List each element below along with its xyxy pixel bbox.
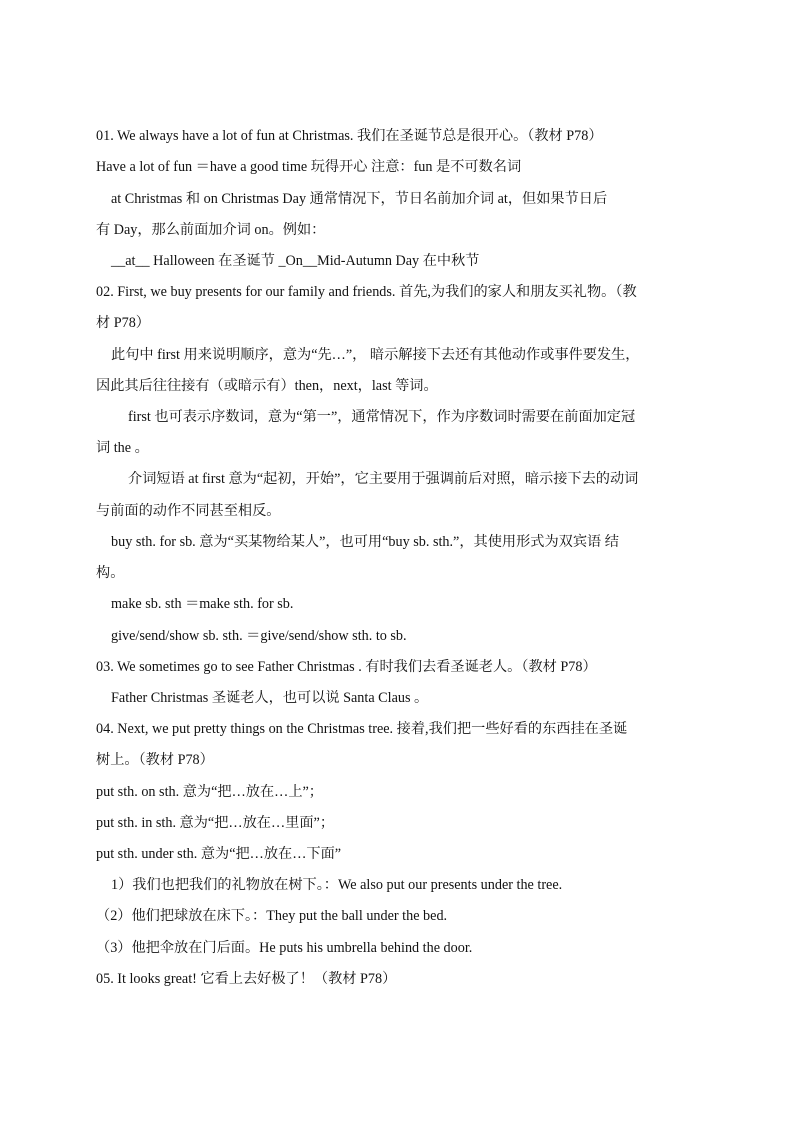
text-line-28: 05. It looks great! 它看上去好极了！（教材 P78） — [96, 971, 397, 987]
text-line-15: 构。 — [96, 565, 125, 581]
text-line-23: put sth. in sth. 意为“把…放在…里面”； — [96, 815, 335, 831]
text-line-16: make sb. sth ＝make sth. for sb. — [111, 596, 294, 612]
text-line-25: 1）我们也把我们的礼物放在树下。：We also put our presents under the tree. — [111, 877, 563, 893]
text-line-07: 材 P78） — [96, 315, 150, 331]
text-line-09: 因此其后往往接有（或暗示有）then，next，last 等词。 — [96, 378, 438, 394]
text-line-03: at Christmas 和 on Christmas Day 通常情况下，节日名前加介词 at，但如果节日后 — [111, 191, 608, 207]
text-line-02: Have a lot of fun ＝have a good time 玩得开心 注意：fun 是不可数名词 — [96, 159, 522, 175]
text-line-22: put sth. on sth. 意为“把…放在…上”； — [96, 784, 323, 800]
text-line-26: （2）他们把球放在床下。：They put the ball under the bed. — [96, 908, 448, 924]
text-line-05: __at__ Halloween 在圣诞节 _On__Mid-Autumn Day 在中秋节 — [111, 253, 480, 269]
text-line-06: 02. First, we buy presents for our family and friends. 首先,为我们的家人和朋友买礼物。（教 — [96, 284, 637, 300]
text-line-10: first 也可表示序数词，意为“第一”，通常情况下，作为序数词时需要在前面加定冠 — [128, 409, 636, 425]
text-line-11: 词 the 。 — [96, 440, 149, 456]
text-line-08: 此句中 first 用来说明顺序，意为“先…”， 暗示解接下去还有其他动作或事件要发生， — [111, 347, 640, 363]
text-line-21: 树上。（教材 P78） — [96, 752, 214, 768]
text-line-20: 04. Next, we put pretty things on the Christmas tree. 接着,我们把一些好看的东西挂在圣诞 — [96, 721, 628, 737]
text-line-24: put sth. under sth. 意为“把…放在…下面” — [96, 846, 342, 862]
text-line-14: buy sth. for sb. 意为“买某物给某人”，也可用“buy sb. sth.”，其使用形式为双宾语 结 — [111, 534, 619, 550]
text-line-18: 03. We sometimes go to see Father Christmas . 有时我们去看圣诞老人。（教材 P78） — [96, 659, 597, 675]
text-line-27: （3）他把伞放在门后面。He puts his umbrella behind the door. — [96, 940, 473, 956]
text-line-01: 01. We always have a lot of fun at Christmas. 我们在圣诞节总是很开心。（教材 P78） — [96, 128, 603, 144]
text-line-04: 有 Day，那么前面加介词 on。例如： — [96, 222, 326, 238]
text-line-12: 介词短语 at first 意为“起初，开始”，它主要用于强调前后对照，暗示接下去的动词 — [128, 471, 639, 487]
text-line-19: Father Christmas 圣诞老人，也可以说 Santa Claus 。 — [111, 690, 429, 706]
text-line-13: 与前面的动作不同甚至相反。 — [96, 503, 281, 519]
text-line-17: give/send/show sb. sth. ＝give/send/show sth. to sb. — [111, 628, 407, 644]
